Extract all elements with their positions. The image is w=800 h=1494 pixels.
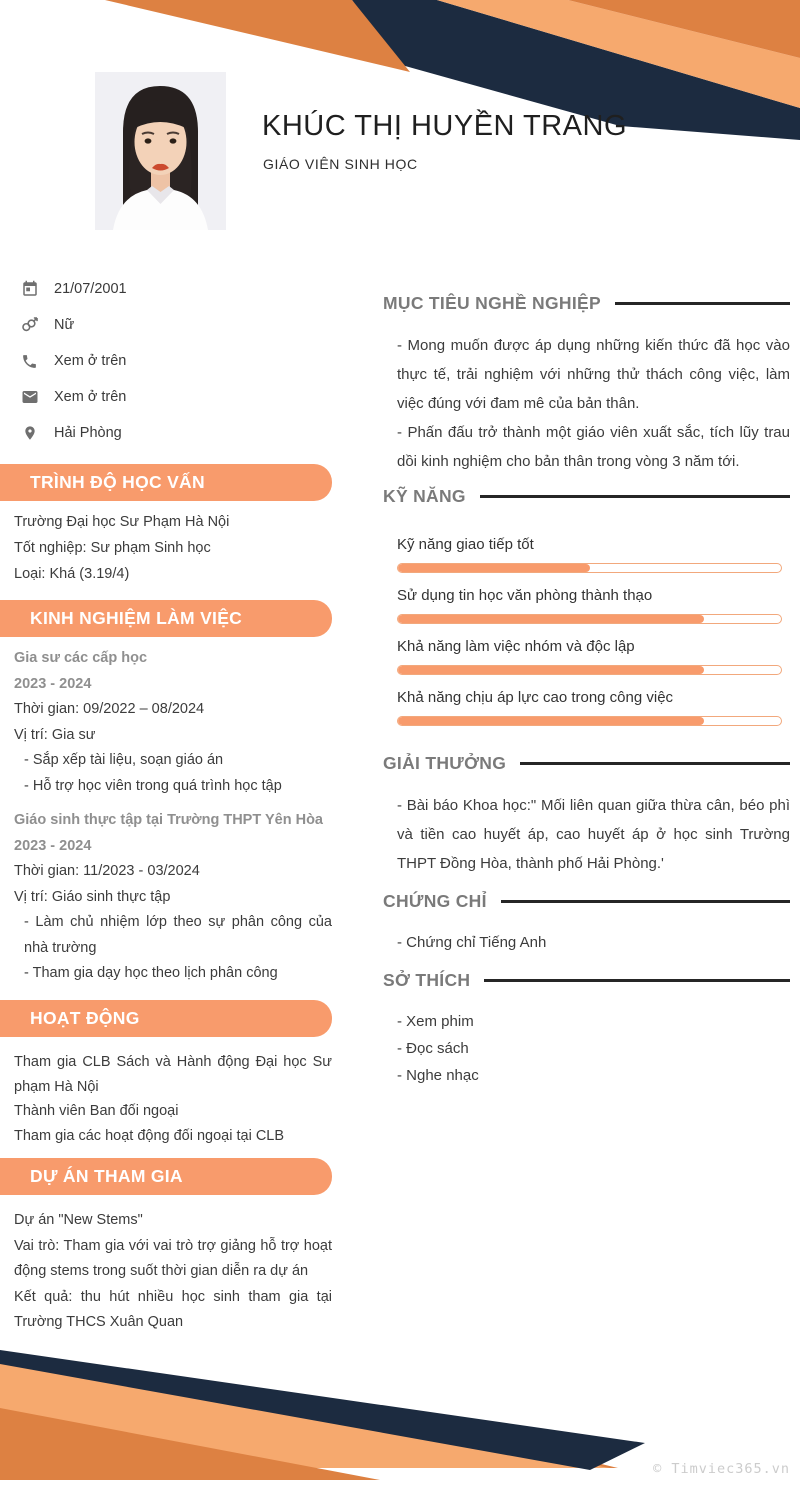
hobby-line: - Xem phim	[397, 1013, 474, 1030]
education-line: Tốt nghiệp: Sư phạm Sinh học	[14, 540, 211, 556]
job-title-text: Gia sư các cấp học	[14, 650, 148, 666]
heading-rule	[615, 302, 790, 305]
contact-row-location	[20, 423, 127, 443]
heading-rule	[520, 762, 790, 765]
skill-label: Sử dụng tin học văn phòng thành thạo	[397, 587, 653, 604]
certificates-heading: CHỨNG CHỈ	[383, 891, 487, 911]
job-position: Vị trí: Gia sư	[14, 726, 96, 743]
job-bullet: - Hỗ trợ học viên trong quá trình học tập	[24, 777, 282, 794]
skills-section	[383, 486, 790, 739]
contact-row-gender	[20, 315, 127, 335]
contact-list	[20, 279, 127, 443]
skill-bar-fill	[398, 564, 590, 572]
hobbies-section	[383, 970, 790, 1089]
skill-label: Khả năng chịu áp lực cao trong công việc	[397, 689, 674, 706]
objective-section	[383, 293, 790, 476]
skill-bar-fill	[398, 717, 704, 725]
section-bar-education: TRÌNH ĐỘ HỌC VẤN	[0, 464, 332, 501]
experience-job-1	[14, 646, 332, 799]
project-line: Dự án "New Stems"	[14, 1212, 143, 1228]
calendar-icon	[20, 280, 39, 299]
skill-bar-fill	[398, 666, 704, 674]
skill-item	[397, 688, 790, 726]
certificates-heading-row	[383, 891, 790, 912]
award-line: - Bài báo Khoa học:" Mối liên quan giữa thừa cân, béo phì và tiền cao huyết áp, cao huyết áp ở học sinh Trường THPT Đồng Hòa, thành phố Hải Phòng.'	[397, 797, 790, 872]
skill-label: Kỹ năng giao tiếp tốt	[397, 536, 534, 553]
profile-photo	[95, 72, 226, 230]
candidate-name: KHÚC THỊ HUYỀN TRANG	[262, 110, 628, 142]
skill-bar-track	[397, 614, 782, 624]
education-line: Loại: Khá (3.19/4)	[14, 566, 130, 582]
location-value: Hải Phòng	[54, 425, 122, 441]
profile-photo-illustration	[95, 72, 226, 230]
activity-line: Thành viên Ban đối ngoại	[14, 1103, 179, 1119]
section-bar-projects: DỰ ÁN THAM GIA	[0, 1158, 332, 1195]
objective-paragraph: - Mong muốn được áp dụng những kiến thức đã học vào thực tế, trải nghiệm với những thử thách công việc, làm việc đúng với đam mê của bản thân.	[397, 337, 790, 412]
certificates-section	[383, 891, 790, 956]
awards-heading: GIẢI THƯỞNG	[383, 753, 507, 773]
skills-heading-row	[383, 486, 790, 507]
objective-heading: MỤC TIÊU NGHỀ NGHIỆP	[383, 293, 601, 313]
heading-rule	[480, 495, 790, 498]
contact-row-birthday	[20, 279, 127, 299]
job-period: 2023 - 2024	[14, 675, 92, 692]
contact-row-email	[20, 387, 127, 407]
certificates-body	[383, 929, 790, 956]
skills-heading: KỸ NĂNG	[383, 486, 466, 506]
skills-list	[383, 535, 790, 726]
project-line: Kết quả: thu hút nhiều học sinh tham gia tại Trường THCS Xuân Quan	[14, 1288, 332, 1330]
heading-rule	[501, 900, 790, 903]
objective-paragraph: - Phấn đấu trở thành một giáo viên xuất sắc, tích lũy trau dồi kinh nghiệm cho bản thân trong vòng 3 năm tới.	[397, 424, 790, 470]
experience-job-2	[14, 808, 332, 987]
candidate-job-title: GIÁO VIÊN SINH HỌC	[263, 156, 418, 172]
skill-label: Khả năng làm việc nhóm và độc lập	[397, 638, 635, 655]
hobby-line: - Nghe nhạc	[397, 1067, 479, 1084]
skill-bar-track	[397, 563, 782, 573]
section-bar-experience: KINH NGHIỆM LÀM VIỆC	[0, 600, 332, 637]
phone-icon	[20, 352, 39, 371]
site-watermark: © Timviec365.vn	[653, 1461, 790, 1477]
activity-line: Tham gia CLB Sách và Hành động Đại học Sư phạm Hà Nội	[14, 1054, 332, 1095]
email-icon	[20, 388, 39, 407]
location-icon	[20, 424, 39, 443]
skill-bar-track	[397, 716, 782, 726]
education-line: Trường Đại học Sư Phạm Hà Nội	[14, 514, 230, 530]
section-bar-activities: HOẠT ĐỘNG	[0, 1000, 332, 1037]
job-position: Vị trí: Giáo sinh thực tập	[14, 888, 171, 905]
skill-item	[397, 637, 790, 675]
activity-line: Tham gia các hoạt động đối ngoại tại CLB	[14, 1127, 285, 1144]
job-period: 2023 - 2024	[14, 837, 92, 854]
email-value: Xem ở trên	[54, 389, 127, 405]
job-bullet: - Tham gia dạy học theo lịch phân công	[24, 965, 278, 981]
gender-value: Nữ	[54, 317, 75, 333]
hobbies-heading: SỞ THÍCH	[383, 970, 471, 990]
hobbies-body	[383, 1008, 790, 1089]
contact-row-phone	[20, 351, 127, 371]
hobbies-heading-row	[383, 970, 790, 991]
education-block	[14, 509, 332, 587]
project-line: Vai trò: Tham gia với vai trò trợ giảng hỗ trợ hoạt động stems trong suốt thời gian diễn ra dự án	[14, 1237, 332, 1279]
certificate-line: - Chứng chỉ Tiếng Anh	[397, 934, 547, 951]
job-bullet: - Sắp xếp tài liệu, soạn giáo án	[24, 752, 224, 768]
skill-item	[397, 535, 790, 573]
awards-heading-row	[383, 753, 790, 774]
job-bullet: - Làm chủ nhiệm lớp theo sự phân công của nhà trường	[24, 914, 332, 956]
job-time: Thời gian: 09/2022 – 08/2024	[14, 701, 205, 717]
awards-body	[383, 791, 790, 878]
hobby-line: - Đọc sách	[397, 1040, 469, 1057]
job-time: Thời gian: 11/2023 - 03/2024	[14, 863, 200, 879]
projects-block	[14, 1208, 332, 1336]
awards-section	[383, 753, 790, 878]
skill-item	[397, 586, 790, 624]
gender-icon	[20, 316, 39, 335]
objective-heading-row	[383, 293, 790, 314]
skill-bar-fill	[398, 615, 704, 623]
skill-bar-track	[397, 665, 782, 675]
birthday-value: 21/07/2001	[54, 281, 127, 297]
phone-value: Xem ở trên	[54, 353, 127, 369]
objective-body	[383, 331, 790, 476]
activities-block	[14, 1050, 332, 1148]
job-title-text: Giáo sinh thực tập tại Trường THPT Yên Hòa	[14, 812, 323, 828]
heading-rule	[484, 979, 790, 982]
